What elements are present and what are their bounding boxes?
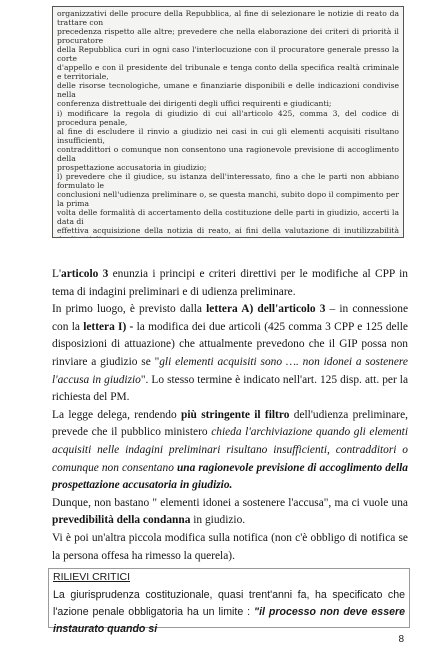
paragraph-legge-delega <box>52 407 408 495</box>
excerpt-line: l) prevedere che il giudice, su istanza dell'interessato, fino a che le parti non abbiano formulato le <box>57 171 399 190</box>
text-run: Vi è poi un'altra piccola modifica sulla notifica (non c'è obbligo di notifica se la persona offesa ha rimesso la querela). <box>52 531 408 562</box>
excerpt-line: al fine di escludere il rinvio a giudizio nei casi in cui gli elementi acquisiti risultano insufficienti, <box>57 126 399 145</box>
page-number: 8 <box>398 634 404 645</box>
main-body <box>52 266 408 565</box>
text-run: la modifica dei due articoli (425 comma 3 CPP e 125 delle disposizioni di attuazione) che attualmente prevedono che il GIP possa non rinviare a giudizio se " <box>52 320 408 368</box>
bold-run: più stringente il filtro <box>181 408 290 421</box>
text-run: In primo luogo, è previsto dalla <box>52 303 207 316</box>
excerpt-line: d'appello e con il presidente del tribunale e tenga conto della specifica realtà criminale e territoriale, <box>57 63 399 82</box>
paragraph-notifica <box>52 530 408 565</box>
excerpt-line: delle risorse tecnologiche, umane e finanziarie disponibili e delle indicazioni condivise nella <box>57 81 399 100</box>
text-run: enunzia i principi e criteri direttivi per le modifiche al CPP in tema di indagini preliminari e di udienza preliminare. <box>52 268 408 298</box>
bold-italic-run: una ragionevole previsione di accoglimento della prospettazione accusatoria in giudizio. <box>52 461 408 492</box>
excerpt-line: conferenza distrettuale dei dirigenti degli uffici requirenti e giudicanti; <box>57 99 332 109</box>
bold-run: lettera A) dell'articolo 3 <box>206 303 326 316</box>
excerpt-line: organizzativi delle procure della Repubblica, al fine di selezionare le notizie di reato da trattare con <box>57 9 399 28</box>
text-run: – in connessione con la <box>52 303 409 333</box>
excerpt-line: conclusioni nell'udienza preliminare o, se questa manchi, subito dopo il compimento per la prima <box>57 189 399 208</box>
paragraph-lettera-a <box>52 301 408 407</box>
excerpt-line: volta delle formalità di accertamento della costituzione delle parti in giudizio, accerti la data di <box>57 208 399 227</box>
rilievi-critici-box <box>48 568 410 635</box>
bold-italic-quote: "il processo non deve essere instaurato quando si <box>53 606 405 635</box>
bold-run: prevedibilità della condanna <box>52 514 191 527</box>
bold-run: articolo 3 <box>61 268 109 280</box>
italic-run: gli elementi acquisiti sono …. non idonei a sostenere l'accusa in giudizio <box>52 355 408 386</box>
excerpt-line: contraddittori o comunque non consentono una ragionevole previsione di accoglimento della <box>57 144 399 163</box>
text-run: in giudizio. <box>190 514 246 527</box>
quoted-law-excerpt <box>52 6 404 238</box>
italic-run: chieda l'archiviazione quando gli elementi acquisiti nelle indagini preliminari risultano insufficienti, contradditori o comunque non consentano <box>52 426 408 474</box>
rilievi-critici-heading: RILIEVI CRITICI <box>53 571 131 583</box>
text-run: La giurisprudenza costituzionale, quasi trent'anni fa, ha specificato che l'azione penale obbligatoria ha un limite : <box>53 589 405 618</box>
excerpt-line: precedenza rispetto alle altre; prevedere che nella elaborazione dei criteri di priorità il procuratore <box>57 27 399 46</box>
excerpt-line: effettiva acquisizione della notizia di reato, ai fini della valutazione di inutilizzabilità <box>57 226 399 236</box>
bold-run: lettera I) - <box>83 320 134 333</box>
excerpt-line: della Repubblica curi in ogni caso l'interlocuzione con il procuratore generale presso la corte <box>57 45 399 64</box>
text-run: ". Lo stesso termine è indicato nell'art. 125 disp. att. per la richiesta del PM. <box>52 373 408 404</box>
text-run: La legge delega, rendendo <box>52 408 182 421</box>
paragraph-dunque <box>52 495 408 530</box>
excerpt-line: prospettazione accusatoria in giudizio; <box>57 162 207 172</box>
paragraph-article-3 <box>52 266 408 301</box>
text-run: Dunque, non bastano " elementi idonei a sostenere l'accusa", ma ci vuole una <box>52 496 408 509</box>
text-run: dell'udienza preliminare, prevede che il pubblico ministero <box>52 408 408 439</box>
text-run: L' <box>52 268 62 280</box>
excerpt-line: i) modificare la regola di giudizio di cui all'articolo 425, comma 3, del codice di procedura penale, <box>57 108 399 127</box>
rilievi-critici-text <box>53 587 405 638</box>
